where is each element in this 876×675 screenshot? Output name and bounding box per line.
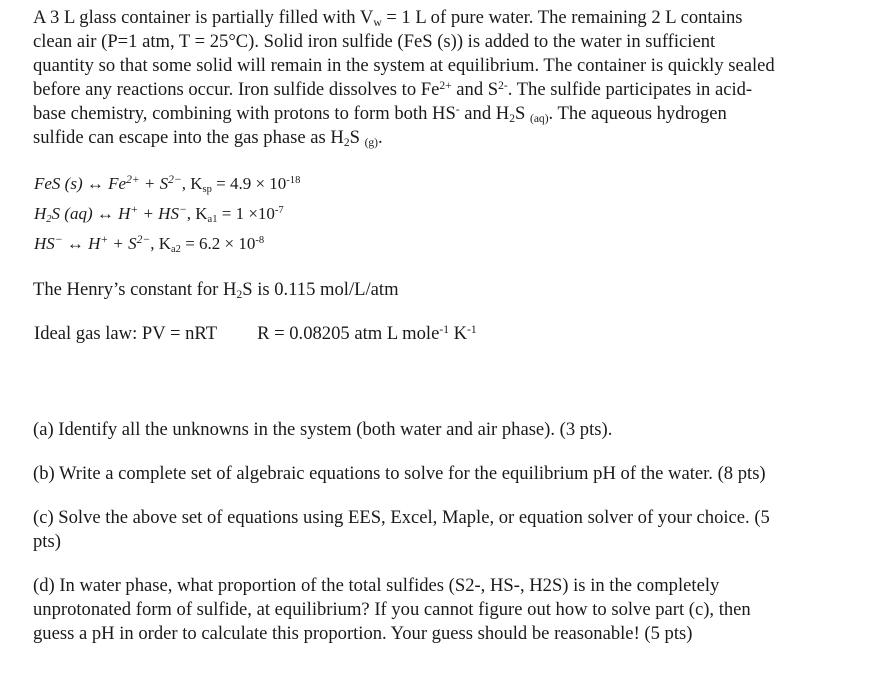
text: S — [514, 103, 530, 124]
superscript: 2− — [168, 173, 182, 187]
question-d-line-1: (d) In water phase, what proportion of the total sulfides (S2-, HS-, H2S) is in the completely — [33, 575, 720, 596]
text: The Henry’s constant for H — [33, 279, 237, 300]
superscript: - — [455, 103, 460, 116]
ideal-gas-law — [34, 323, 477, 345]
superscript: 2- — [498, 79, 508, 92]
text: = 1 L of pure water. The remaining 2 L contains — [381, 7, 743, 28]
henry-constant — [33, 279, 399, 301]
question-d-line-2: unprotonated form of sulfide, at equilibrium? If you cannot figure out how to solve part (c), then — [33, 599, 751, 620]
question-b: (b) Write a complete set of algebraic equations to solve for the equilibrium pH of the water. (8 pts) — [33, 463, 766, 484]
text: = 6.2 × 10 — [180, 234, 256, 253]
subscript: w — [373, 17, 382, 30]
text: . The aqueous hydrogen — [548, 103, 727, 124]
question-c-line-1: (c) Solve the above set of equations using EES, Excel, Maple, or equation solver of your choice. (5 — [33, 507, 770, 528]
intro-line-2: clean air (P=1 atm, T = 25°C). Solid iron sulfide (FeS (s)) is added to the water in sufficient — [33, 31, 716, 52]
subscript: 2 — [343, 137, 350, 150]
superscript: 2− — [136, 233, 151, 247]
text: Ideal gas law: PV = nRT — [34, 323, 218, 344]
superscript: -1 — [467, 323, 477, 336]
text: sulfide can escape into the gas phase as H — [33, 127, 344, 148]
superscript: -8 — [255, 235, 265, 247]
subscript: 2 — [509, 113, 515, 126]
text: S — [349, 127, 365, 148]
superscript: + — [130, 203, 139, 217]
superscript: − — [54, 233, 63, 247]
text: = 4.9 × 10 — [211, 174, 287, 193]
subscript: 2 — [236, 289, 243, 302]
text: A 3 L glass container is partially filled with V — [33, 7, 374, 28]
text: K — [448, 323, 468, 344]
text: and S — [451, 79, 499, 100]
question-d-line-3: guess a pH in order to calculate this proportion. Your guess should be reasonable! (5 pts) — [33, 623, 693, 644]
subscript: (aq) — [529, 113, 549, 126]
text: . — [378, 127, 383, 148]
intro-line-4 — [33, 79, 752, 101]
text: and H — [459, 103, 510, 124]
text: + S — [139, 174, 169, 193]
superscript: -1 — [439, 323, 449, 336]
intro-line-5 — [33, 103, 727, 125]
text: R = 0.08205 atm L mole — [257, 323, 440, 344]
text: H — [34, 204, 47, 223]
equation-ksp — [34, 173, 300, 195]
text: , K — [150, 234, 171, 253]
superscript: − — [178, 203, 187, 217]
question-c-line-2: pts) — [33, 531, 61, 552]
subscript: 2 — [46, 213, 52, 225]
text: + HS — [138, 204, 179, 223]
text: S (aq) ↔ H — [51, 204, 131, 223]
superscript: -7 — [274, 205, 284, 217]
text: HS — [34, 234, 55, 253]
superscript: + — [100, 233, 109, 247]
superscript: 2+ — [126, 173, 140, 187]
text: = 1 ×10 — [217, 204, 275, 223]
subscript: (g) — [364, 137, 379, 150]
text: , K — [186, 204, 208, 223]
subscript: sp — [202, 183, 212, 195]
intro-line-6 — [33, 127, 383, 149]
text: FeS (s) ↔ Fe — [34, 174, 127, 193]
superscript: 2+ — [439, 79, 452, 92]
text: S is 0.115 mol/L/atm — [242, 279, 399, 300]
question-a: (a) Identify all the unknowns in the system (both water and air phase). (3 pts). — [33, 419, 613, 440]
superscript: -18 — [286, 175, 301, 187]
subscript: a1 — [207, 213, 218, 225]
equation-ka2 — [34, 233, 264, 255]
equation-ka1 — [34, 203, 284, 225]
text: before any reactions occur. Iron sulfide dissolves to Fe — [33, 79, 440, 100]
intro-line-3: quantity so that some solid will remain in the system at equilibrium. The container is quickly sealed — [33, 55, 775, 76]
subscript: a2 — [171, 243, 181, 255]
intro-line-1 — [33, 7, 743, 29]
text: + S — [108, 234, 137, 253]
text: , K — [181, 174, 203, 193]
text: base chemistry, combining with protons to form both HS — [33, 103, 456, 124]
text: ↔ H — [62, 234, 101, 253]
text: . The sulfide participates in acid- — [507, 79, 753, 100]
